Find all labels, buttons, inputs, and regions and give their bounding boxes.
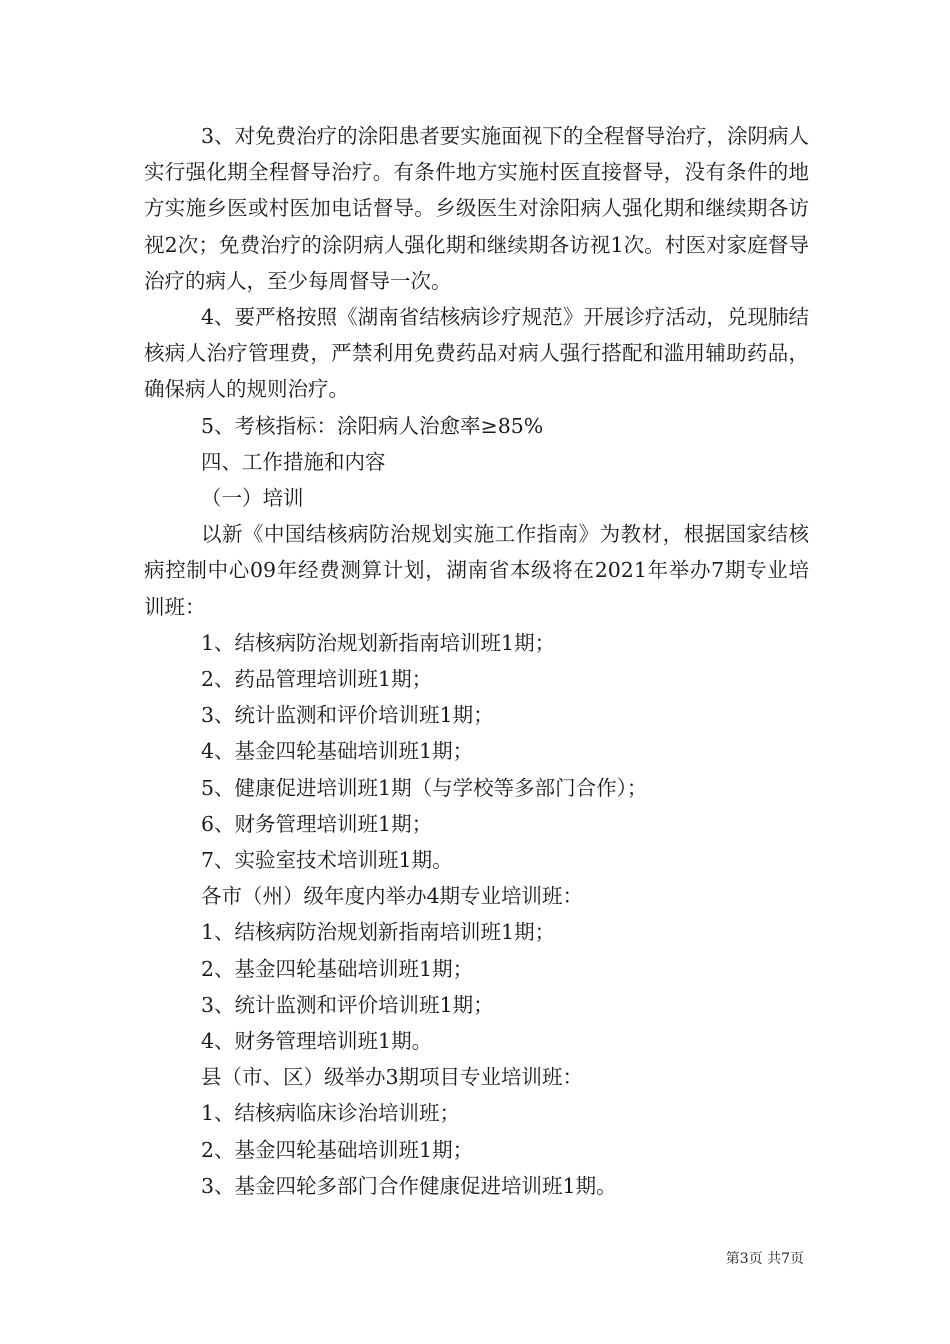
city-training-heading: 各市（州）级年度内举办4期专业培训班：	[201, 884, 584, 909]
list-item: 1、结核病防治规划新指南培训班1期；	[201, 920, 556, 945]
county-training-list	[144, 1095, 809, 1204]
city-training-list	[144, 914, 809, 1059]
paragraph-training-intro: 以新《中国结核病防治规划实施工作指南》为教材，根据国家结核病控制中心09年经费测算计划，湖南省本级将在2021年举办7期专业培训班：	[144, 522, 809, 619]
subsection-heading-training: （一）培训	[201, 486, 304, 511]
list-item: 5、健康促进培训班1期（与学校等多部门合作）；	[201, 775, 648, 800]
list-item: 1、结核病临床诊治培训班；	[201, 1101, 461, 1126]
list-item: 2、基金四轮基础培训班1期；	[201, 1137, 474, 1162]
county-training-heading: 县（市、区）级举办3期项目专业培训班：	[201, 1065, 584, 1090]
list-item: 4、基金四轮基础培训班1期；	[201, 739, 474, 764]
list-item: 2、基金四轮基础培训班1期；	[201, 956, 474, 981]
paragraph-supervision: 3、对免费治疗的涂阳患者要实施面视下的全程督导治疗，涂阴病人实行强化期全程督导治疗。有条件地方实施村医直接督导，没有条件的地方实施乡医或村医加电话督导。乡级医生对涂阳病人强化期和继续期各访视2次；免费治疗的涂阴病人强化期和继续期各访视1次。村医对家庭督导治疗的病人，至少每周督导一次。	[144, 124, 809, 293]
section-heading-measures: 四、工作措施和内容	[201, 449, 386, 474]
paragraph-assessment-indicator: 5、考核指标：涂阳病人治愈率≥85%	[201, 413, 544, 438]
list-item: 4、财务管理培训班1期。	[201, 1029, 433, 1054]
list-item: 7、实验室技术培训班1期。	[201, 848, 453, 873]
list-item: 3、统计监测和评价培训班1期；	[201, 992, 494, 1017]
province-training-list	[144, 625, 809, 878]
list-item: 3、基金四轮多部门合作健康促进培训班1期。	[201, 1173, 617, 1198]
paragraph-diagnosis-norms: 4、要严格按照《湖南省结核病诊疗规范》开展诊疗活动，兑现肺结核病人治疗管理费，严禁利用免费药品对病人强行搭配和滥用辅助药品，确保病人的规则治疗。	[144, 305, 809, 402]
list-item: 3、统计监测和评价培训班1期；	[201, 703, 494, 728]
page-number-footer: 第3页 共7页	[725, 1251, 804, 1267]
list-item: 1、结核病防治规划新指南培训班1期；	[201, 630, 556, 655]
list-item: 2、药品管理培训班1期；	[201, 667, 433, 692]
document-body	[144, 118, 809, 1204]
list-item: 6、财务管理培训班1期；	[201, 811, 433, 836]
